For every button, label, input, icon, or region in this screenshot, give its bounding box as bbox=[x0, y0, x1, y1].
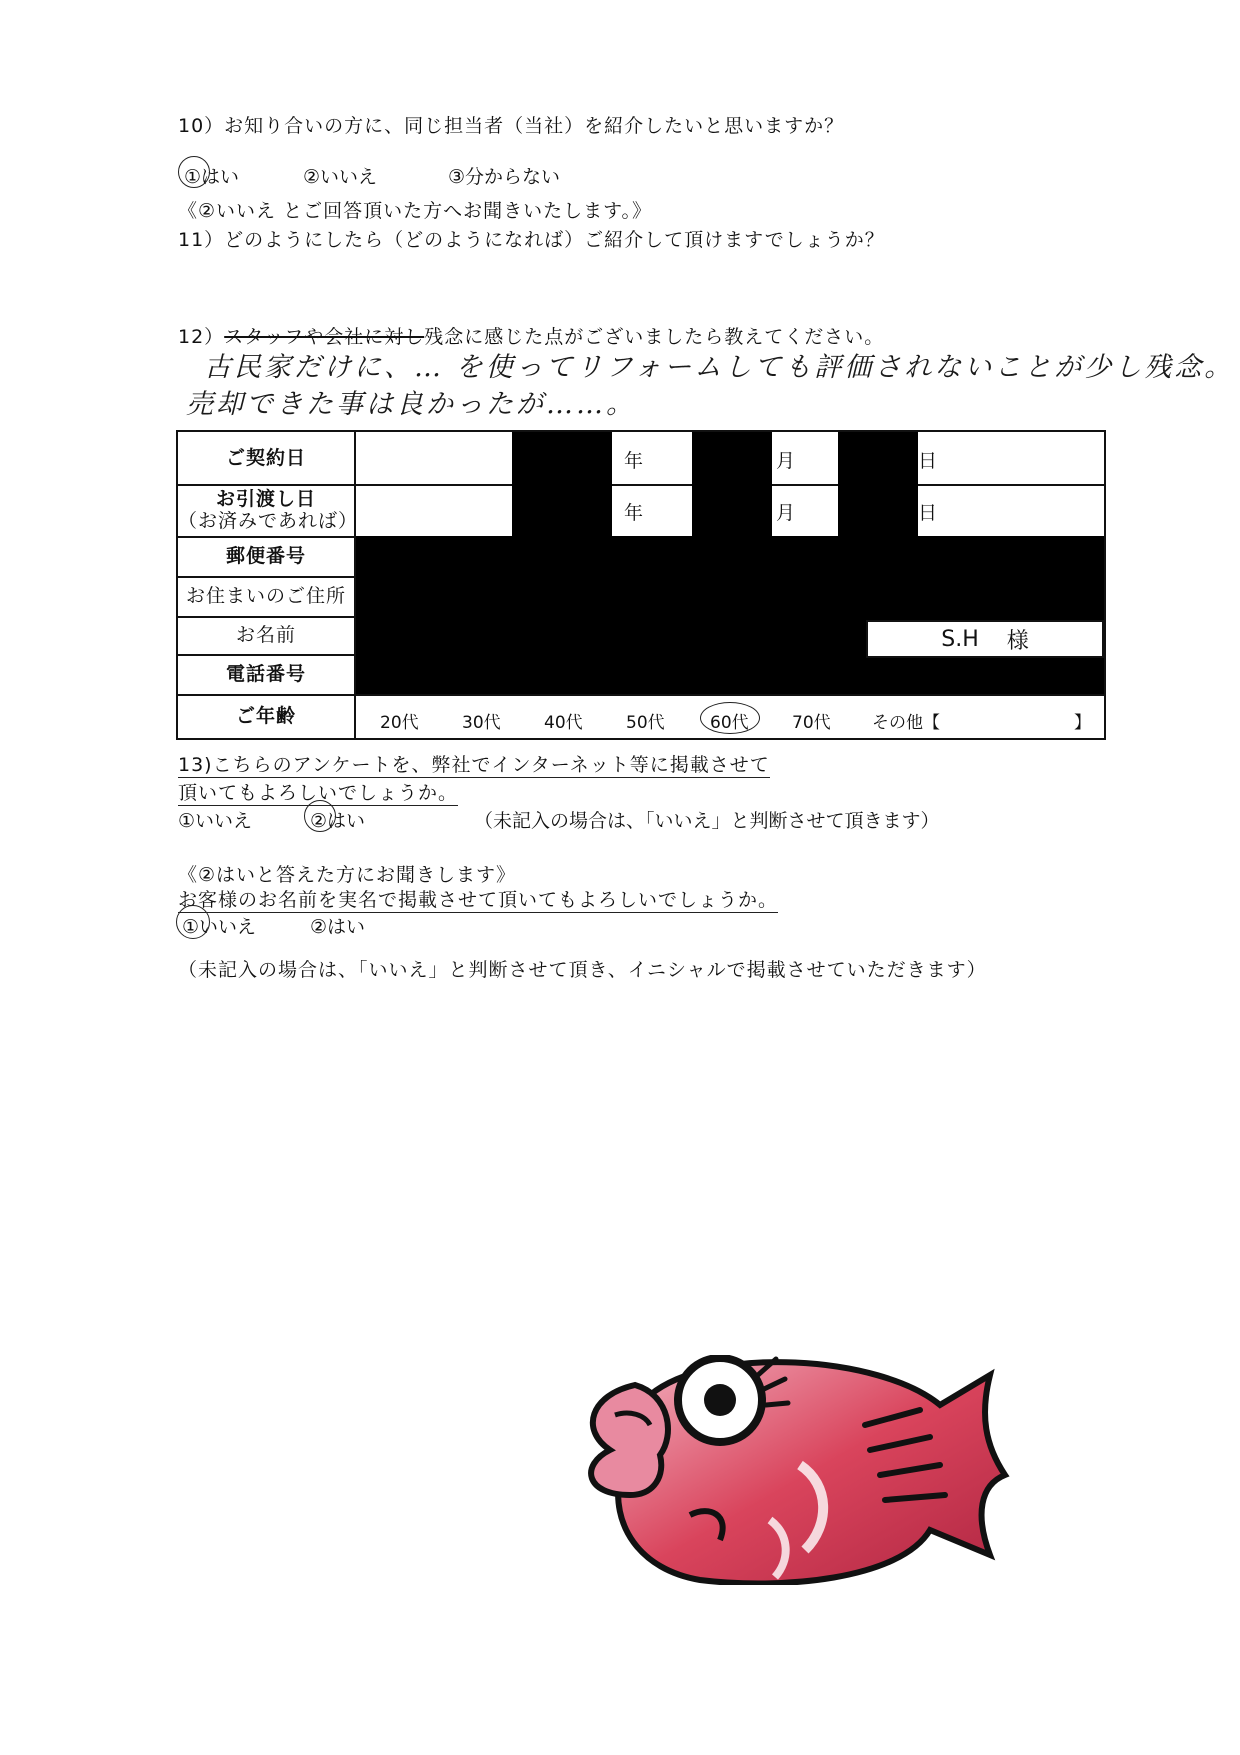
q12-number: 12） bbox=[178, 326, 225, 348]
redaction-contract-month bbox=[692, 432, 772, 484]
redaction-contract-year bbox=[512, 432, 612, 484]
q13-option-yes[interactable]: ②はい bbox=[310, 810, 366, 832]
age-40s[interactable]: 40代 bbox=[544, 713, 583, 733]
q13-sub-selected-circle bbox=[176, 905, 210, 939]
unit-month-2: 月 bbox=[776, 502, 796, 524]
label-contract-date: ご契約日 bbox=[178, 432, 356, 484]
q13-question-line1: 13)こちらのアンケートを、弊社でインターネット等に掲載させて bbox=[178, 750, 770, 778]
name-initials: S.H bbox=[941, 626, 979, 652]
age-70s[interactable]: 70代 bbox=[792, 713, 831, 733]
q13-sub-question: お客様のお名前を実名で掲載させて頂いてもよろしいでしょうか。 bbox=[178, 885, 778, 913]
label-phone: 電話番号 bbox=[178, 654, 356, 694]
q12-struck-text: スタッフや会社に対し bbox=[224, 326, 425, 348]
q11-note: 《②いいえ とご回答頂いた方へお聞きいたします。》 bbox=[178, 200, 653, 222]
q10-selected-circle bbox=[178, 156, 210, 188]
label-name: お名前 bbox=[178, 616, 356, 654]
q13-option-no[interactable]: ①いいえ bbox=[178, 810, 253, 832]
label-handover-date: お引渡し日 （お済みであれば） bbox=[178, 484, 356, 536]
name-value-box bbox=[866, 620, 1104, 658]
age-other[interactable]: その他【 bbox=[872, 713, 940, 733]
unit-month-1: 月 bbox=[776, 450, 796, 472]
q13-sub-note: 《②はいと答えた方にお聞きします》 bbox=[178, 864, 517, 886]
q10-question: 10）お知り合いの方に、同じ担当者（当社）を紹介したいと思いますか？ bbox=[178, 115, 845, 137]
label-postal-code: 郵便番号 bbox=[178, 536, 356, 576]
redaction-handover-year bbox=[512, 484, 612, 536]
redaction-handover-day bbox=[838, 484, 918, 536]
label-address: お住まいのご住所 bbox=[178, 576, 356, 616]
q12-handwritten-answer-line1: 古民家だけに、… を使ってリフォームしても評価されないことが少し残念。 bbox=[204, 352, 1235, 383]
q13-question-line2: 頂いてもよろしいでしょうか。 bbox=[178, 778, 458, 806]
redaction-personal-info bbox=[356, 536, 1104, 694]
age-20s[interactable]: 20代 bbox=[380, 713, 419, 733]
q11-question: 11）どのようにしたら（どのようになれば）ご紹介して頂けますでしょうか？ bbox=[178, 229, 885, 251]
q13-footer-note: （未記入の場合は、「いいえ」と判断させて頂き、イニシャルで掲載させていただきます） bbox=[178, 959, 987, 981]
age-30s[interactable]: 30代 bbox=[462, 713, 501, 733]
unit-year-2: 年 bbox=[624, 502, 644, 524]
q13-selected-circle bbox=[304, 800, 336, 832]
q10-option-unknown[interactable]: ③分からない bbox=[448, 166, 561, 188]
q10-option-yes[interactable]: ①はい bbox=[184, 166, 240, 188]
customer-info-table bbox=[176, 430, 1106, 740]
fish-mascot-illustration bbox=[580, 1355, 1020, 1585]
q12-handwritten-answer-line2: 売却できた事は良かったが……。 bbox=[186, 389, 636, 420]
redaction-handover-month bbox=[692, 484, 772, 536]
label-age: ご年齢 bbox=[178, 694, 356, 738]
q10-option-no[interactable]: ②いいえ bbox=[303, 166, 378, 188]
unit-year-1: 年 bbox=[624, 450, 644, 472]
redaction-contract-day bbox=[838, 432, 918, 484]
age-50s[interactable]: 50代 bbox=[626, 713, 665, 733]
unit-day-1: 日 bbox=[918, 450, 938, 472]
q13-note: （未記入の場合は、「いいえ」と判断させて頂きます） bbox=[474, 810, 940, 832]
age-other-close-bracket: 】 bbox=[1074, 713, 1091, 733]
unit-day-2: 日 bbox=[918, 502, 938, 524]
q13-sub-option-yes[interactable]: ②はい bbox=[310, 916, 366, 938]
name-honorific: 様 bbox=[1006, 628, 1029, 654]
age-60s[interactable]: 60代 bbox=[710, 713, 749, 733]
age-selected-circle bbox=[700, 702, 760, 734]
q13-sub-option-no[interactable]: ①いいえ bbox=[182, 916, 257, 938]
q12-question: 残念に感じた点がございましたら教えてください。 bbox=[424, 326, 885, 348]
